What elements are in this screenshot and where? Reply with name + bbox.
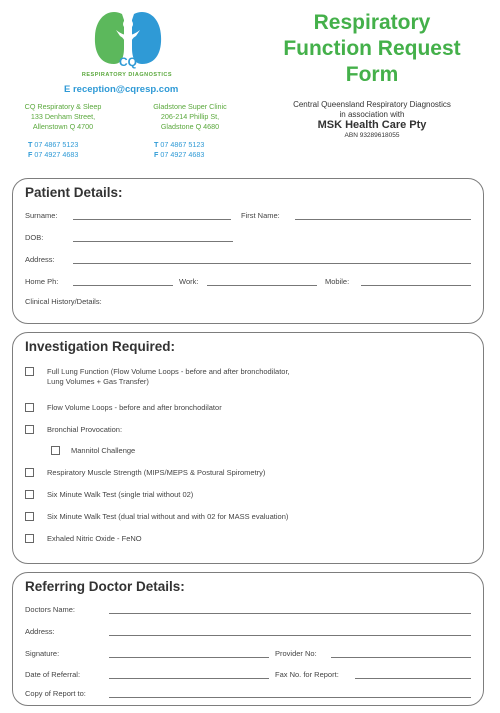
referring-doctor-section (12, 572, 484, 706)
phone-value: 07 4867 5123 (34, 140, 79, 149)
section-heading: Patient Details: (25, 185, 123, 200)
svg-text:CQ: CQ (119, 55, 137, 69)
mobile-label: Mobile: (325, 277, 350, 286)
address-line: Allenstown Q 4700 (32, 122, 94, 131)
fax-report-label: Fax No. for Report: (275, 670, 339, 679)
lungs-logo-icon (92, 6, 164, 72)
address-row (25, 253, 471, 265)
check-label (47, 367, 447, 387)
mobile-field[interactable] (361, 285, 471, 286)
first-name-field[interactable] (295, 219, 471, 220)
phone-block-2 (154, 140, 264, 160)
checkbox[interactable] (25, 512, 34, 521)
check-label: Mannitol Challenge (71, 446, 136, 455)
first-name-label: First Name: (241, 211, 280, 220)
home-phone-field[interactable] (73, 285, 173, 286)
fax-label: F (28, 150, 33, 159)
title-line: Function Request (283, 37, 461, 60)
assoc-line: Central Queensland Respiratory Diagnostics (293, 100, 451, 109)
check-label: Six Minute Walk Test (dual trial without and with 02 for MASS evaluation) (47, 512, 289, 521)
work-label: Work: (179, 277, 199, 286)
check-label: Six Minute Walk Test (single trial without 02) (47, 490, 194, 499)
address-field[interactable] (73, 263, 471, 264)
form-header (0, 0, 500, 170)
form-title (262, 10, 482, 88)
doctor-address-field[interactable] (109, 635, 471, 636)
referral-date-field[interactable] (109, 678, 269, 679)
copy-report-field[interactable] (109, 697, 471, 698)
investigation-section (12, 332, 484, 564)
doctor-address-row (25, 625, 471, 637)
doctor-address-label: Address: (25, 627, 55, 636)
section-heading: Referring Doctor Details: (25, 579, 185, 594)
fax-report-field[interactable] (355, 678, 471, 679)
check-label-line: Lung Volumes + Gas Transfer) (47, 377, 149, 386)
checkbox[interactable] (25, 468, 34, 477)
check-label: Exhaled Nitric Oxide - FeNO (47, 534, 142, 543)
email-line (64, 84, 178, 95)
address-line: 133 Denham Street, (30, 112, 96, 121)
surname-row (25, 209, 471, 221)
doctor-name-field[interactable] (109, 613, 471, 614)
surname-label: Surname: (25, 211, 58, 220)
fax-value: 07 4927 4683 (160, 150, 205, 159)
doctor-name-label: Doctors Name: (25, 605, 76, 614)
association-block (262, 100, 482, 141)
phone-value: 07 4867 5123 (160, 140, 205, 149)
copy-report-label: Copy of Report to: (25, 689, 86, 698)
fax-label: F (154, 150, 159, 159)
address-line: 206-214 Phillip St, (160, 112, 220, 121)
title-line: Form (345, 63, 399, 86)
logo-tagline: RESPIRATORY DIAGNOSTICS (81, 72, 173, 78)
copy-report-row (25, 687, 471, 699)
title-line: Respiratory (313, 11, 431, 34)
address-line: Gladstone Super Clinic (153, 102, 227, 111)
dob-label: DOB: (25, 233, 44, 242)
email-address[interactable]: reception@cqresp.com (72, 84, 179, 95)
address-line: CQ Respiratory & Sleep (24, 102, 102, 111)
email-prefix: E (64, 84, 71, 95)
surname-field[interactable] (73, 219, 231, 220)
checkbox[interactable] (25, 367, 34, 376)
signature-label: Signature: (25, 649, 60, 658)
address-allenstown (8, 102, 118, 132)
check-label-line: Full Lung Function (Flow Volume Loops - before and after bronchodilator, (47, 367, 290, 376)
check-label: Bronchial Provocation: (47, 425, 123, 434)
assoc-line: in association with (339, 109, 405, 119)
address-line: Gladstone Q 4680 (160, 122, 220, 131)
dob-field[interactable] (73, 241, 233, 242)
clinical-row (25, 295, 471, 307)
phone-label: T (154, 140, 159, 149)
checkbox[interactable] (25, 490, 34, 499)
fax-value: 07 4927 4683 (34, 150, 79, 159)
referral-date-label: Date of Referral: (25, 670, 81, 679)
signature-field[interactable] (109, 657, 269, 658)
phone-label: T (28, 140, 33, 149)
work-field[interactable] (207, 285, 317, 286)
signature-row (25, 647, 471, 659)
address-label: Address: (25, 255, 55, 264)
check-label: Respiratory Muscle Strength (MIPS/MEPS & Postural Spirometry) (47, 468, 266, 477)
address-gladstone (135, 102, 245, 132)
doctor-name-row (25, 603, 471, 615)
patient-details-section (12, 178, 484, 324)
home-phone-label: Home Ph: (25, 277, 59, 286)
referral-date-row (25, 668, 471, 680)
clinical-history-label: Clinical History/Details: (25, 297, 102, 306)
assoc-company: MSK Health Care Pty (317, 119, 427, 131)
checkbox[interactable] (25, 425, 34, 434)
phone-block-1 (28, 140, 138, 160)
checkbox[interactable] (25, 403, 34, 412)
checkbox[interactable] (51, 446, 60, 455)
checkbox[interactable] (25, 534, 34, 543)
abn-number: ABN 93289618055 (344, 132, 400, 139)
provider-field[interactable] (331, 657, 471, 658)
provider-label: Provider No: (275, 649, 317, 658)
check-label: Flow Volume Loops - before and after bronchodilator (47, 403, 222, 412)
section-heading: Investigation Required: (25, 339, 176, 354)
phone-row (25, 275, 471, 287)
dob-row (25, 231, 471, 243)
